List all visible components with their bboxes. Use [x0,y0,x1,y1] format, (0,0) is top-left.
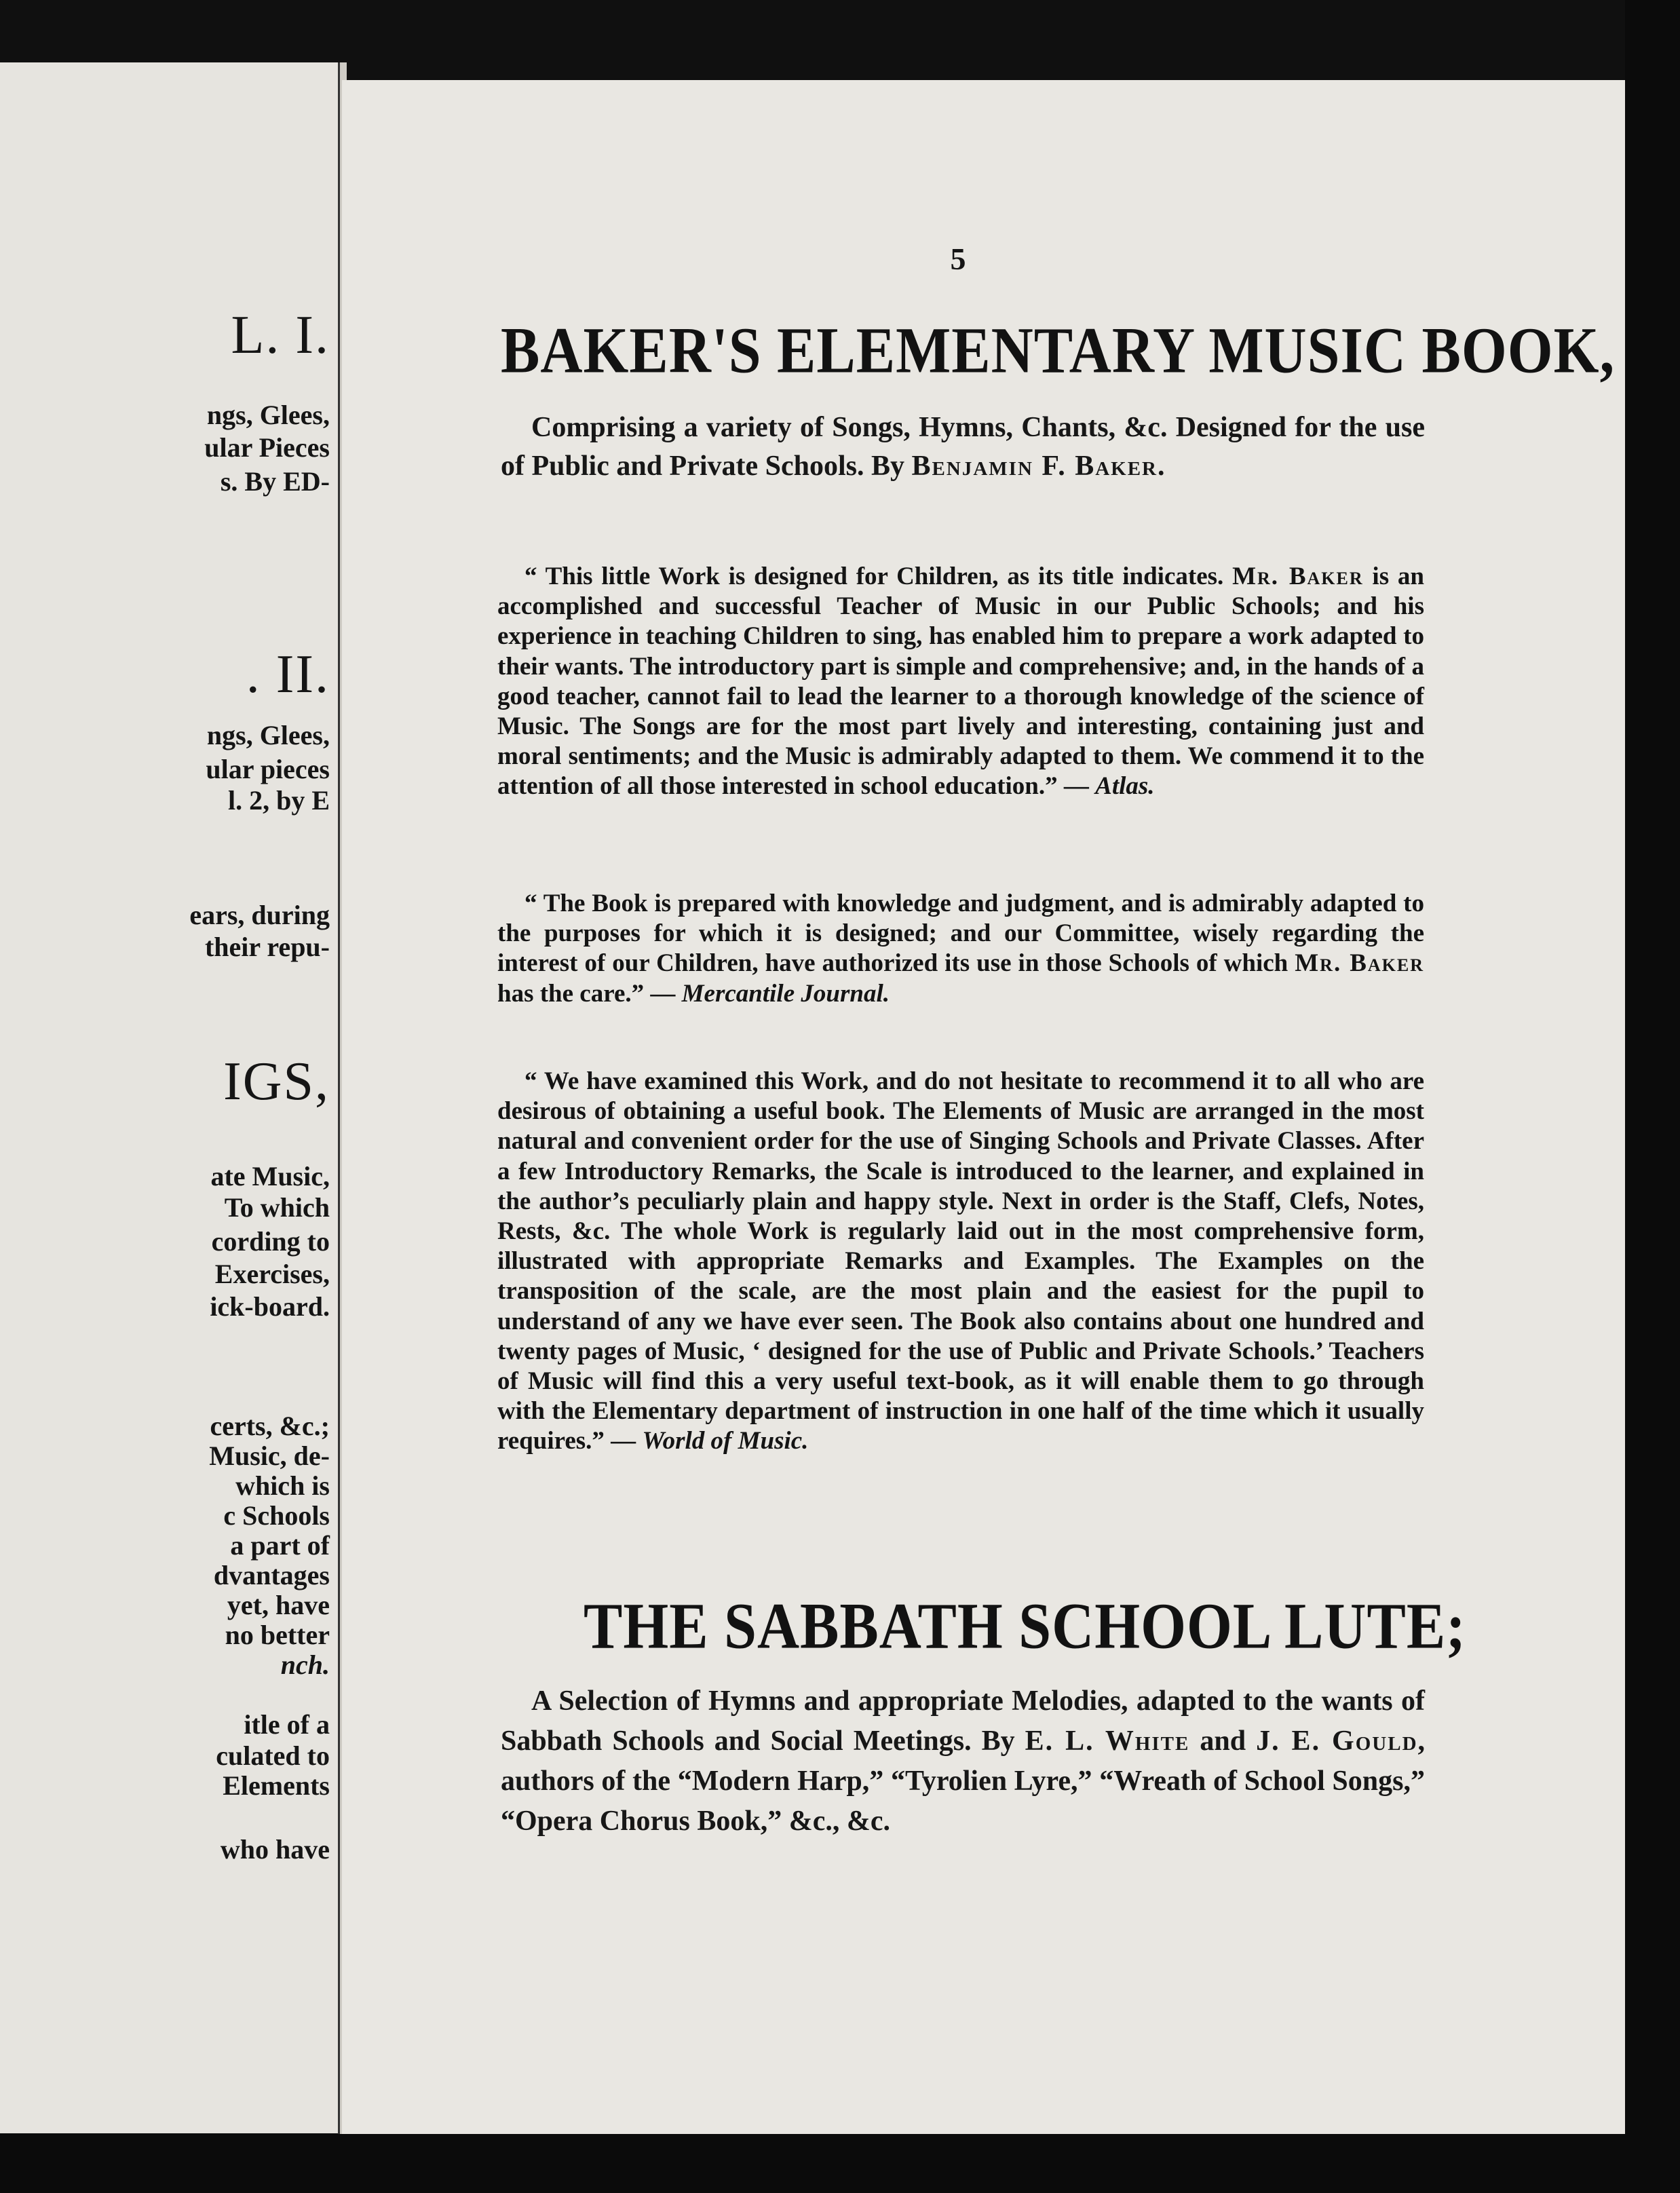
left-fragment-line: their repu- [204,932,330,962]
left-fragment-line: cording to [211,1226,330,1257]
left-fragment-line: IGS, [223,1052,330,1111]
description-text: and [1189,1725,1257,1757]
book-description-sabbath-school-lute [501,1681,1425,1842]
left-fragment-line: yet, have [227,1590,330,1620]
quote-text: “ We have examined this Work, and do not hesitate to recommend it to all who are desirous of obtaining a useful book. The Elements of Music are arranged in the most natural and convenient order for the use of Singing Schools and Private Classes. After a few Introductory Remarks, the Scale is introduced to the learner, and explained in the author’s peculiarly plain and happy style. Next in order is the Staff, Clefs, Notes, Rests, &c. The whole Work is regularly laid out in the most comprehensive form, illustrated with appropriate Remarks and Examples. The Examples on the transposition of the scale, are the most plain and the easiest for the pupil to understand of any we have ever seen. The Book also contains about one hundred and twenty pages of Music, ‘ designed for the use of Public and Private Schools.’ Teachers of Music will find this a very useful text-book, as it will enable them to go through with the Elementary department of instruction in one half of the time which it usually requires.” — [497,1067,1424,1455]
left-fragment-line: ular Pieces [204,432,330,463]
left-fragment-line: ick-board. [210,1291,330,1322]
review-quote-world-of-music [497,1067,1424,1457]
quote-name: Mr. Baker [1232,562,1364,590]
left-fragment-line: To which [224,1192,330,1223]
left-fragment-line: which is [235,1470,330,1501]
quote-text: “ This little Work is designed for Children, as its title indicates. [524,562,1233,590]
quote-source: World of Music. [642,1427,809,1455]
scan-background-right [1625,0,1680,2193]
left-fragment-line: l. 2, by E [227,785,330,816]
review-quote-atlas [497,562,1424,802]
left-fragment-line: nch. [280,1649,330,1680]
author-name: E. L. White [1025,1725,1190,1757]
left-fragment-line: culated to [216,1740,330,1771]
left-fragment-line: L. I. [231,305,330,365]
book-description-elementary-music [501,408,1425,486]
quote-name: Mr. Baker [1295,949,1424,978]
left-fragment-line: ate Music, [210,1161,330,1191]
left-fragment-line: certs, &c.; [210,1411,330,1441]
author-name: J. E. Gould [1256,1725,1418,1757]
scan-background-bottom [0,2134,1680,2193]
book-title-elementary-music: BAKER'S ELEMENTARY MUSIC BOOK, [501,313,1616,387]
left-fragment-line: dvantages [213,1560,330,1590]
quote-text: is an accomplished and successful Teacher of Music in our Public Schools; and his experience in teaching Children to sing, has enabled him to prepare a work adapted to their wants. The introductory part is simple and comprehensive; and, in the hands of a good teacher, cannot fail to lead the learner to a thorough knowledge of the science of Music. The Songs are for the most part lively and interesting, containing just and moral sentiments; and the Music is admirably adapted to them. We commend it to the attention of all those interested in school education.” — [497,562,1424,801]
left-fragment-line: ngs, Glees, [206,720,330,750]
left-fragment-line: a part of [230,1530,330,1561]
quote-source: Atlas. [1095,772,1155,801]
left-fragment-line: c Schools [223,1500,330,1531]
review-quote-mercantile-journal [497,889,1424,1009]
left-page-fragment [0,62,341,2133]
quote-text: “ The Book is prepared with knowledge and judgment, and is admirably adapted to the purposes for which it is designed; and our Committee, wisely regarding the interest of our Children, have authorized its use in those Schools of which [497,890,1424,978]
description-text: A Selection of Hymns and appropriate Melodies, adapted to the wants of Sabbath Schools and Social Meetings. By [501,1685,1425,1757]
page-number: 5 [950,242,966,276]
left-fragment-line: ngs, Glees, [206,400,330,430]
left-fragment-line: Elements [223,1770,330,1801]
quote-source: Mercantile Journal. [681,979,890,1008]
left-fragment-line: ular pieces [206,754,330,784]
left-fragment-line: Music, de- [209,1441,330,1471]
author-name: Benjamin F. Baker. [911,451,1166,482]
left-fragment-line: s. By ED- [220,466,330,497]
left-fragment-line: Exercises, [214,1259,330,1289]
description-text: Comprising a variety of Songs, Hymns, Chants, &c. Designed for the use of Public and Private Schools. By [501,412,1425,482]
left-fragment-line: itle of a [244,1709,330,1740]
description-text: , authors of the “Modern Harp,” “Tyrolien Lyre,” “Wreath of School Songs,” “Opera Chorus Book,” &c., &c. [501,1725,1426,1837]
left-fragment-line: . II. [246,645,330,704]
left-fragment-line: who have [220,1834,330,1865]
quote-text: has the care.” — [497,979,682,1008]
left-fragment-line: ears, during [189,900,330,930]
left-fragment-line: no better [225,1620,330,1650]
book-title-sabbath-school-lute: THE SABBATH SCHOOL LUTE; [584,1589,1466,1662]
